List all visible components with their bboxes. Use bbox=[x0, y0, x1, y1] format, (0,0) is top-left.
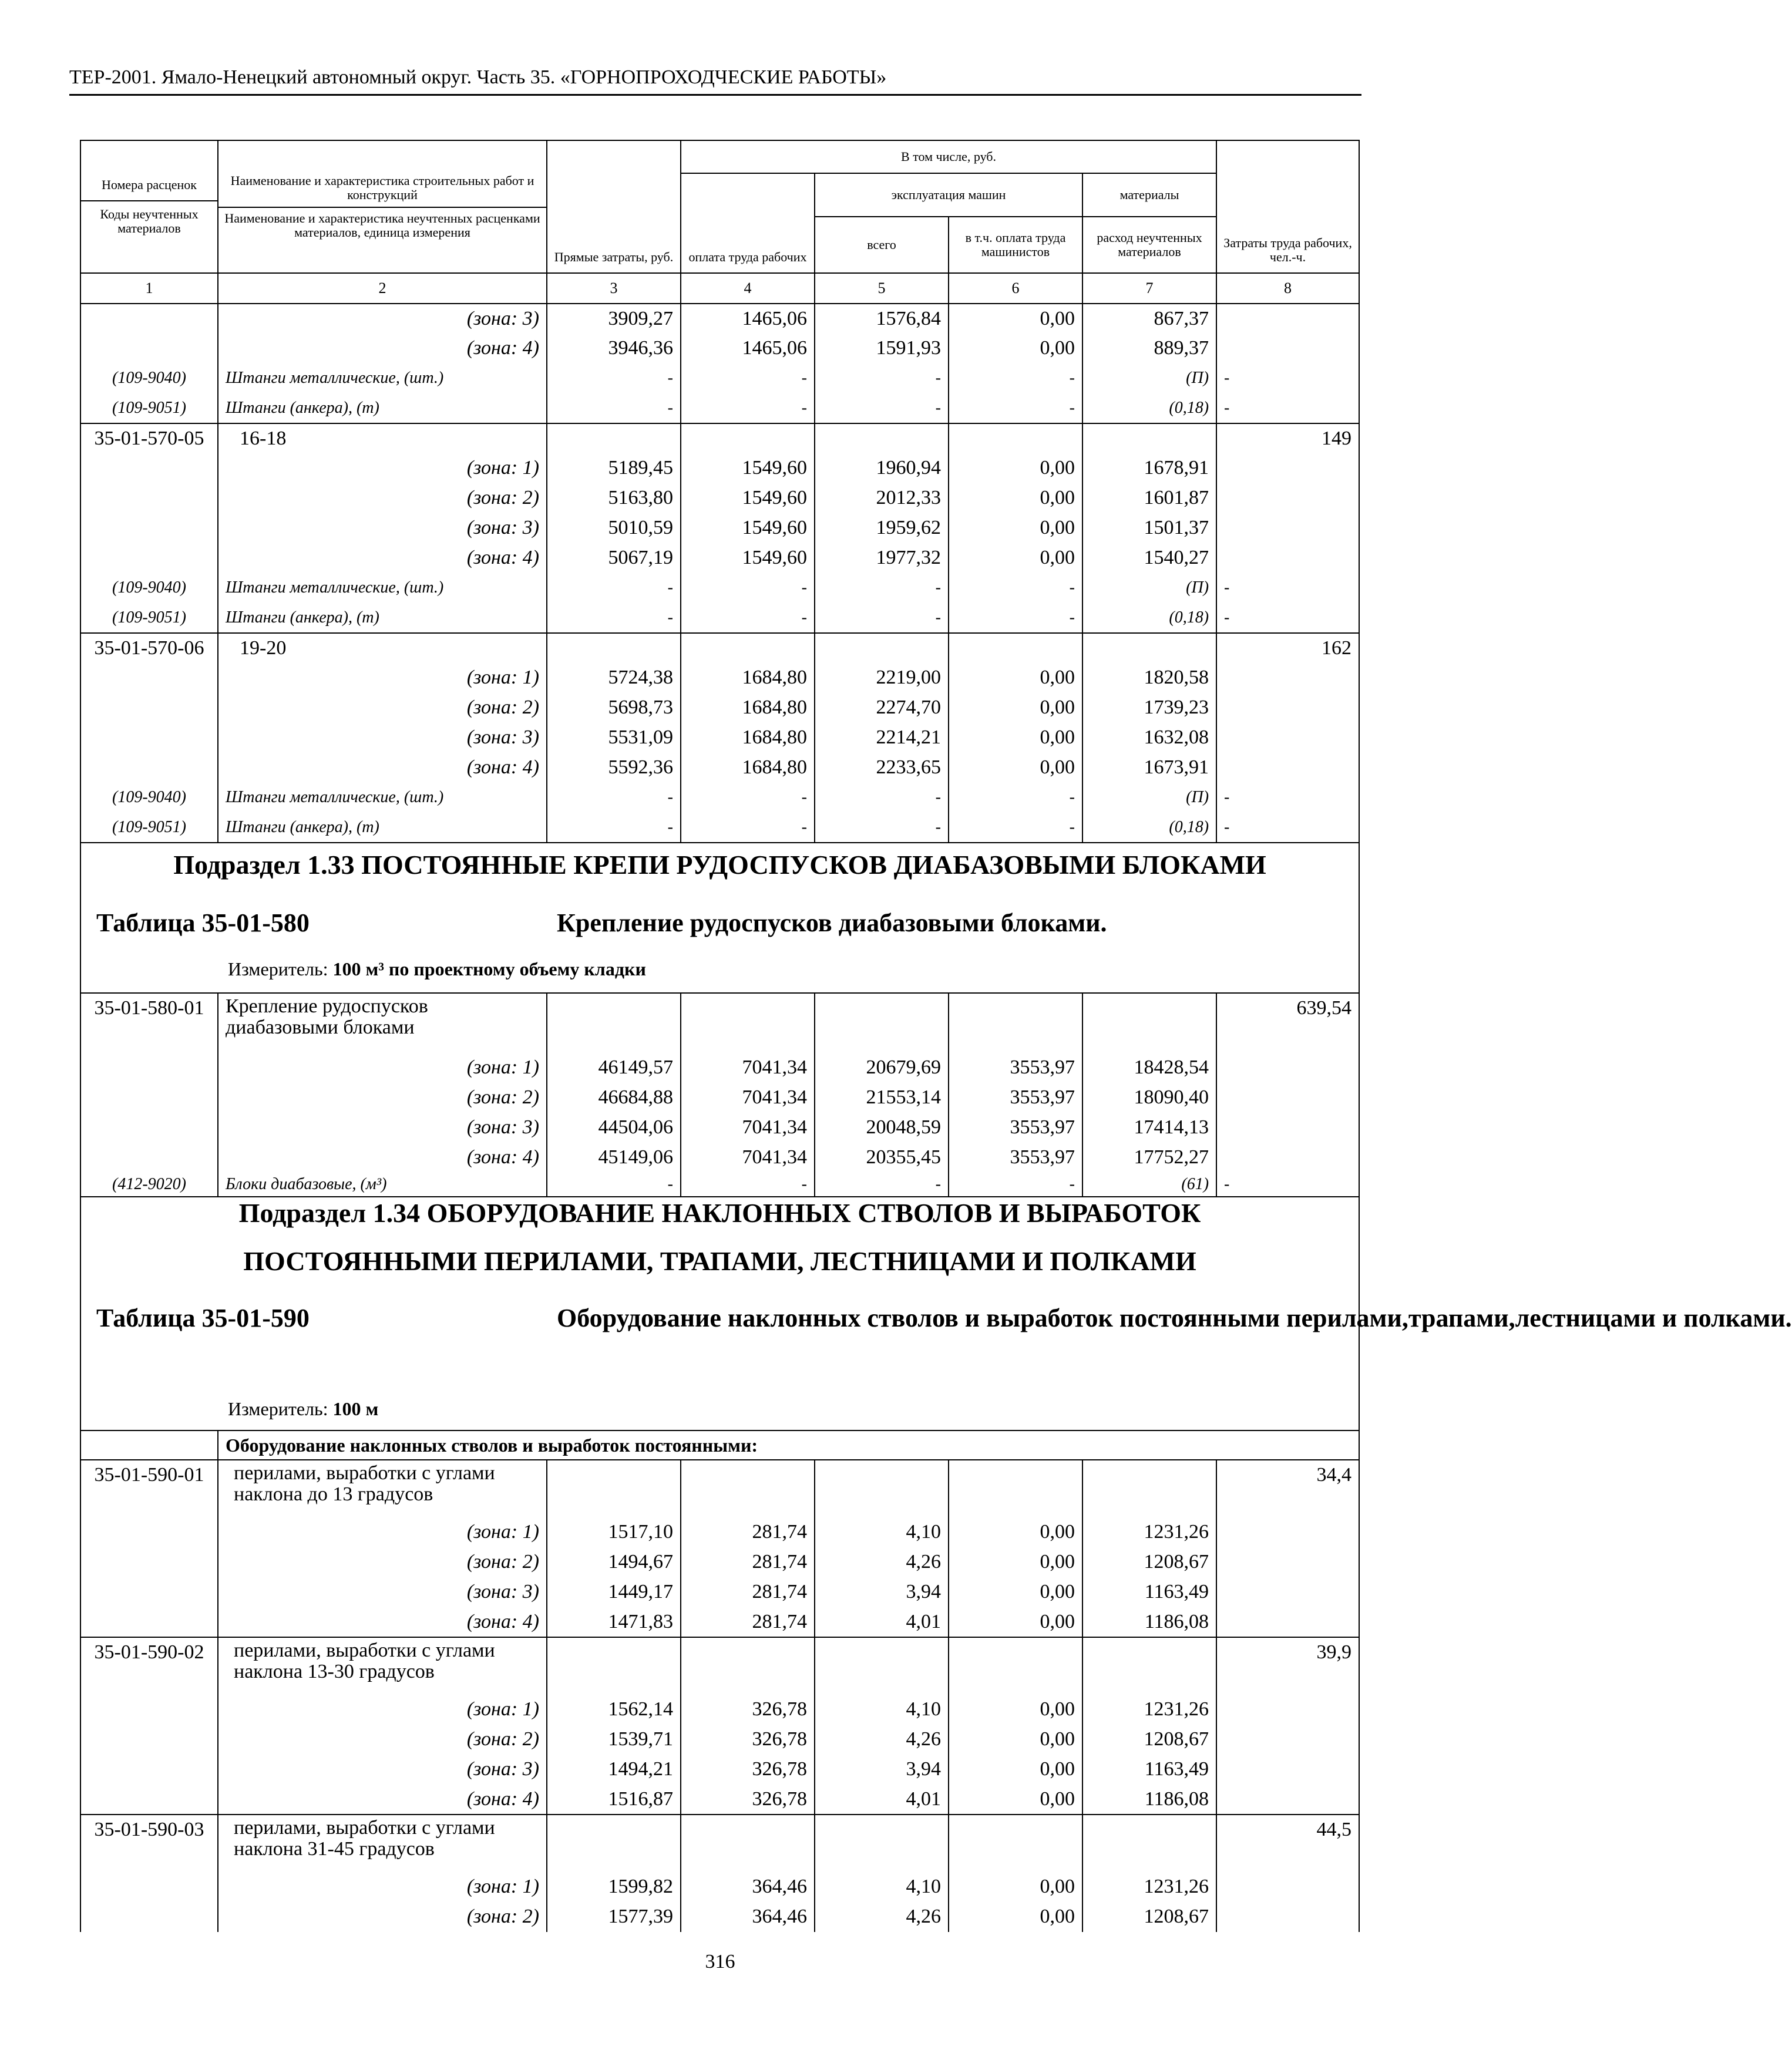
cell: 20355,45 bbox=[815, 1143, 949, 1173]
cell: 1684,80 bbox=[681, 723, 815, 753]
material-name: Штанги металлические, (шт.) bbox=[218, 573, 547, 603]
cell: 1540,27 bbox=[1082, 543, 1216, 573]
cell: 3553,97 bbox=[949, 1143, 1082, 1173]
cell: - bbox=[681, 363, 815, 393]
cell: 1186,08 bbox=[1082, 1607, 1216, 1637]
cell: - bbox=[1216, 603, 1359, 633]
cell: - bbox=[949, 363, 1082, 393]
cell: 1231,26 bbox=[1082, 1872, 1216, 1902]
cell: 1465,06 bbox=[681, 334, 815, 363]
zone-row bbox=[80, 1785, 1359, 1815]
cell: 2012,33 bbox=[815, 483, 949, 513]
cell: 1539,71 bbox=[547, 1725, 681, 1755]
labor-value: 39,9 bbox=[1216, 1637, 1359, 1695]
zone-row bbox=[80, 483, 1359, 513]
zone-row bbox=[80, 693, 1359, 723]
zone-label: (зона: 1) bbox=[218, 1053, 547, 1083]
cell: 20048,59 bbox=[815, 1113, 949, 1143]
cell: - bbox=[547, 603, 681, 633]
cell: 1977,32 bbox=[815, 543, 949, 573]
rates-table bbox=[80, 140, 1792, 1932]
cell: - bbox=[1216, 573, 1359, 603]
col8-header: Затраты труда рабочих, чел.-ч. bbox=[1216, 140, 1359, 273]
zone-label: (зона: 3) bbox=[218, 304, 547, 334]
cell: 4,01 bbox=[815, 1607, 949, 1637]
cell: - bbox=[1216, 393, 1359, 423]
cell: 46684,88 bbox=[547, 1083, 681, 1113]
cell: 0,00 bbox=[949, 304, 1082, 334]
cell: 0,00 bbox=[949, 1607, 1082, 1637]
cell: 1577,39 bbox=[547, 1902, 681, 1932]
cell: 2233,65 bbox=[815, 753, 949, 783]
zone-label: (зона: 3) bbox=[218, 513, 547, 543]
cell: (П) bbox=[1082, 573, 1216, 603]
cell: - bbox=[949, 573, 1082, 603]
material-code: (109-9040) bbox=[80, 363, 218, 393]
rate-row bbox=[80, 633, 1359, 663]
rate-code: 35-01-570-05 bbox=[80, 423, 218, 453]
cell: - bbox=[547, 783, 681, 813]
cell: - bbox=[815, 783, 949, 813]
colnum-5: 5 bbox=[815, 273, 949, 304]
material-row bbox=[80, 603, 1359, 633]
zone-row bbox=[80, 1607, 1359, 1637]
cell: 0,00 bbox=[949, 453, 1082, 483]
zone-label: (зона: 1) bbox=[218, 663, 547, 693]
colnum-7: 7 bbox=[1082, 273, 1216, 304]
section-134-title-line1: Подраздел 1.34 ОБОРУДОВАНИЕ НАКЛОННЫХ СТВОЛОВ И ВЫРАБОТОК bbox=[238, 1198, 1201, 1228]
cell: 1231,26 bbox=[1082, 1517, 1216, 1547]
cell: 7041,34 bbox=[681, 1113, 815, 1143]
cell: 2274,70 bbox=[815, 693, 949, 723]
cell: 21553,14 bbox=[815, 1083, 949, 1113]
zone-label: (зона: 2) bbox=[218, 1725, 547, 1755]
cell: 1673,91 bbox=[1082, 753, 1216, 783]
cell: 17752,27 bbox=[1082, 1143, 1216, 1173]
zone-row bbox=[80, 1143, 1359, 1173]
section-134 bbox=[80, 1197, 1359, 1430]
cell: 0,00 bbox=[949, 334, 1082, 363]
cell: - bbox=[547, 573, 681, 603]
cell: - bbox=[681, 393, 815, 423]
measure-value: 100 м bbox=[332, 1398, 379, 1419]
cell: 281,74 bbox=[681, 1517, 815, 1547]
materials-header: материалы bbox=[1082, 173, 1216, 217]
zone-row bbox=[80, 723, 1359, 753]
cell: 1471,83 bbox=[547, 1607, 681, 1637]
zone-label: (зона: 3) bbox=[218, 1113, 547, 1143]
cell: - bbox=[547, 363, 681, 393]
col7-header: расход неучтенных материалов bbox=[1082, 217, 1216, 273]
cell: 281,74 bbox=[681, 1607, 815, 1637]
zone-label: (зона: 2) bbox=[218, 1547, 547, 1577]
cell: 5592,36 bbox=[547, 753, 681, 783]
zone-label: (зона: 1) bbox=[218, 453, 547, 483]
cell: - bbox=[547, 1173, 681, 1197]
colnum-2: 2 bbox=[218, 273, 547, 304]
colnum-1: 1 bbox=[80, 273, 218, 304]
page-number: 316 bbox=[705, 1951, 735, 1973]
table-580-id: Таблица 35-01-580 bbox=[96, 908, 310, 937]
zone-label: (зона: 4) bbox=[218, 1785, 547, 1815]
cell: 0,00 bbox=[949, 1577, 1082, 1607]
cell: 1601,87 bbox=[1082, 483, 1216, 513]
cell: - bbox=[681, 573, 815, 603]
col1-header: Номера расценок Коды неучтенных материалов bbox=[80, 140, 218, 273]
cell: (61) bbox=[1082, 1173, 1216, 1197]
material-code: (109-9051) bbox=[80, 393, 218, 423]
cell: 1208,67 bbox=[1082, 1547, 1216, 1577]
cell: 1684,80 bbox=[681, 753, 815, 783]
cell: 4,26 bbox=[815, 1902, 949, 1932]
cell: 326,78 bbox=[681, 1755, 815, 1785]
section-133-title: Подраздел 1.33 ПОСТОЯННЫЕ КРЕПИ РУДОСПУСКОВ ДИАБАЗОВЫМИ БЛОКАМИ bbox=[173, 850, 1266, 880]
cell: 4,10 bbox=[815, 1695, 949, 1725]
cell: - bbox=[1216, 813, 1359, 843]
cell: 1549,60 bbox=[681, 543, 815, 573]
zone-label: (зона: 4) bbox=[218, 1607, 547, 1637]
cell: 1186,08 bbox=[1082, 1785, 1216, 1815]
cell: 0,00 bbox=[949, 1547, 1082, 1577]
group-row bbox=[80, 1430, 1359, 1460]
cell: 2219,00 bbox=[815, 663, 949, 693]
colnum-8: 8 bbox=[1216, 273, 1359, 304]
rate-name: перилами, выработки с углами наклона 31-45 градусов bbox=[218, 1815, 547, 1872]
zone-row bbox=[80, 513, 1359, 543]
zone-label: (зона: 2) bbox=[218, 1083, 547, 1113]
cell: 1684,80 bbox=[681, 663, 815, 693]
material-name: Штанги (анкера), (т) bbox=[218, 813, 547, 843]
cell: 1517,10 bbox=[547, 1517, 681, 1547]
cell: - bbox=[815, 1173, 949, 1197]
table-590-measure bbox=[228, 1398, 378, 1420]
material-code: (412-9020) bbox=[80, 1173, 218, 1197]
cell: 1516,87 bbox=[547, 1785, 681, 1815]
rate-code: 35-01-580-01 bbox=[80, 993, 218, 1053]
cell: 1208,67 bbox=[1082, 1902, 1216, 1932]
cell: 0,00 bbox=[949, 1695, 1082, 1725]
labor-value: 162 bbox=[1216, 633, 1359, 663]
cell: 4,01 bbox=[815, 1785, 949, 1815]
cell: 3553,97 bbox=[949, 1113, 1082, 1143]
cell: - bbox=[815, 603, 949, 633]
cell: 1684,80 bbox=[681, 693, 815, 723]
measure-value: 100 м³ по проектному объему кладки bbox=[332, 958, 646, 979]
cell: - bbox=[681, 603, 815, 633]
cell: - bbox=[681, 783, 815, 813]
zone-label: (зона: 3) bbox=[218, 723, 547, 753]
cell: 18090,40 bbox=[1082, 1083, 1216, 1113]
cell: 5010,59 bbox=[547, 513, 681, 543]
cell: 1231,26 bbox=[1082, 1695, 1216, 1725]
material-code: (109-9040) bbox=[80, 573, 218, 603]
cell: - bbox=[1216, 363, 1359, 393]
cell: 4,10 bbox=[815, 1517, 949, 1547]
cell: 2214,21 bbox=[815, 723, 949, 753]
cell: 3553,97 bbox=[949, 1053, 1082, 1083]
cell: 45149,06 bbox=[547, 1143, 681, 1173]
column-numbers bbox=[80, 273, 1359, 304]
cell: 5189,45 bbox=[547, 453, 681, 483]
zone-label: (зона: 4) bbox=[218, 1143, 547, 1173]
cell: - bbox=[949, 393, 1082, 423]
zone-label: (зона: 4) bbox=[218, 543, 547, 573]
cell: 7041,34 bbox=[681, 1143, 815, 1173]
cell: 1449,17 bbox=[547, 1577, 681, 1607]
cell: 0,00 bbox=[949, 1872, 1082, 1902]
cell: - bbox=[815, 813, 949, 843]
rate-name: 19-20 bbox=[218, 633, 547, 663]
zone-row bbox=[80, 1755, 1359, 1785]
zone-label: (зона: 2) bbox=[218, 483, 547, 513]
cell: 1163,49 bbox=[1082, 1755, 1216, 1785]
cell: 281,74 bbox=[681, 1547, 815, 1577]
zone-row bbox=[80, 1053, 1359, 1083]
cell: 4,10 bbox=[815, 1872, 949, 1902]
labor-value: 44,5 bbox=[1216, 1815, 1359, 1872]
rate-name: перилами, выработки с углами наклона 13-30 градусов bbox=[218, 1637, 547, 1695]
colnum-3: 3 bbox=[547, 273, 681, 304]
cell: 1501,37 bbox=[1082, 513, 1216, 543]
zone-label: (зона: 1) bbox=[218, 1872, 547, 1902]
rate-row bbox=[80, 993, 1359, 1053]
cell: 46149,57 bbox=[547, 1053, 681, 1083]
measure-label: Измеритель: bbox=[228, 1398, 328, 1419]
measure-label: Измеритель: bbox=[228, 958, 328, 979]
rate-code: 35-01-590-01 bbox=[80, 1460, 218, 1517]
cell: 0,00 bbox=[949, 513, 1082, 543]
material-code: (109-9040) bbox=[80, 783, 218, 813]
material-name: Штанги металлические, (шт.) bbox=[218, 783, 547, 813]
cell: 0,00 bbox=[949, 1517, 1082, 1547]
cell: 4,26 bbox=[815, 1725, 949, 1755]
cell: - bbox=[547, 813, 681, 843]
col3-header: Прямые затраты, руб. bbox=[547, 140, 681, 273]
cell: 5698,73 bbox=[547, 693, 681, 723]
zone-label: (зона: 3) bbox=[218, 1755, 547, 1785]
cell: - bbox=[1216, 1173, 1359, 1197]
cell: 1739,23 bbox=[1082, 693, 1216, 723]
cell: 889,37 bbox=[1082, 334, 1216, 363]
cell: 44504,06 bbox=[547, 1113, 681, 1143]
material-row bbox=[80, 393, 1359, 423]
material-name: Штанги (анкера), (т) bbox=[218, 603, 547, 633]
section-134-title-line2: ПОСТОЯННЫМИ ПЕРИЛАМИ, ТРАПАМИ, ЛЕСТНИЦАМИ И ПОЛКАМИ bbox=[243, 1246, 1196, 1276]
header-rule bbox=[69, 94, 1361, 96]
cell: 5067,19 bbox=[547, 543, 681, 573]
material-code: (109-9051) bbox=[80, 603, 218, 633]
cell: 326,78 bbox=[681, 1785, 815, 1815]
table-580-caption: Крепление рудоспусков диабазовыми блоками. bbox=[557, 908, 1107, 937]
cell: (0,18) bbox=[1082, 393, 1216, 423]
col5-header: всего bbox=[815, 217, 949, 273]
col2-header: Наименование и характеристика строительных работ и конструкций Наименование и характеристика неучтенных расценками материалов, единица измерения bbox=[218, 140, 547, 273]
zone-row bbox=[80, 304, 1359, 334]
zone-row bbox=[80, 1725, 1359, 1755]
cell: (П) bbox=[1082, 783, 1216, 813]
cell: 5163,80 bbox=[547, 483, 681, 513]
material-name: Штанги металлические, (шт.) bbox=[218, 363, 547, 393]
cell: 3,94 bbox=[815, 1755, 949, 1785]
cell: 1208,67 bbox=[1082, 1725, 1216, 1755]
cell: 1494,21 bbox=[547, 1755, 681, 1785]
cell: 867,37 bbox=[1082, 304, 1216, 334]
machines-header: эксплуатация машин bbox=[815, 173, 1082, 217]
rate-row bbox=[80, 1815, 1359, 1872]
cell: 1494,67 bbox=[547, 1547, 681, 1577]
zone-row bbox=[80, 453, 1359, 483]
cell: 0,00 bbox=[949, 753, 1082, 783]
zone-row bbox=[80, 1902, 1359, 1932]
material-row bbox=[80, 813, 1359, 843]
cell: - bbox=[1216, 783, 1359, 813]
colnum-4: 4 bbox=[681, 273, 815, 304]
cell: 1959,62 bbox=[815, 513, 949, 543]
cell: 1632,08 bbox=[1082, 723, 1216, 753]
material-row bbox=[80, 573, 1359, 603]
cell: 1465,06 bbox=[681, 304, 815, 334]
cell: 0,00 bbox=[949, 723, 1082, 753]
zone-row bbox=[80, 1517, 1359, 1547]
cell: - bbox=[681, 813, 815, 843]
cell: 364,46 bbox=[681, 1902, 815, 1932]
cell: 281,74 bbox=[681, 1577, 815, 1607]
cell: 1549,60 bbox=[681, 483, 815, 513]
section-133 bbox=[80, 843, 1359, 993]
cell: 0,00 bbox=[949, 543, 1082, 573]
material-code: (109-9051) bbox=[80, 813, 218, 843]
cell: 5531,09 bbox=[547, 723, 681, 753]
col6-header: в т.ч. оплата труда машинистов bbox=[949, 217, 1082, 273]
cell: 1549,60 bbox=[681, 513, 815, 543]
zone-label: (зона: 3) bbox=[218, 1577, 547, 1607]
rate-name: перилами, выработки с углами наклона до 13 градусов bbox=[218, 1460, 547, 1517]
cell: 1599,82 bbox=[547, 1872, 681, 1902]
cell: - bbox=[815, 573, 949, 603]
zone-row bbox=[80, 1113, 1359, 1143]
material-name: Штанги (анкера), (т) bbox=[218, 393, 547, 423]
cell: 1678,91 bbox=[1082, 453, 1216, 483]
cell: 1591,93 bbox=[815, 334, 949, 363]
rate-code: 35-01-570-06 bbox=[80, 633, 218, 663]
cell: 326,78 bbox=[681, 1695, 815, 1725]
zone-label: (зона: 2) bbox=[218, 693, 547, 723]
zone-label: (зона: 4) bbox=[218, 334, 547, 363]
cell: 364,46 bbox=[681, 1872, 815, 1902]
colnum-6: 6 bbox=[949, 273, 1082, 304]
cell: - bbox=[949, 813, 1082, 843]
table-590-id: Таблица 35-01-590 bbox=[96, 1304, 310, 1332]
cell: - bbox=[681, 1173, 815, 1197]
rate-row bbox=[80, 1637, 1359, 1695]
zone-row bbox=[80, 334, 1359, 363]
cell: 1549,60 bbox=[681, 453, 815, 483]
material-name: Блоки диабазовые, (м³) bbox=[218, 1173, 547, 1197]
zone-label: (зона: 4) bbox=[218, 753, 547, 783]
cell: 1163,49 bbox=[1082, 1577, 1216, 1607]
cell: (0,18) bbox=[1082, 603, 1216, 633]
zone-row bbox=[80, 663, 1359, 693]
zone-row bbox=[80, 753, 1359, 783]
rate-row bbox=[80, 1460, 1359, 1517]
cell: 17414,13 bbox=[1082, 1113, 1216, 1143]
cell: 326,78 bbox=[681, 1725, 815, 1755]
cell: - bbox=[815, 363, 949, 393]
table-590-caption: Оборудование наклонных стволов и выработок постоянными перилами,трапами,лестницами и полками. bbox=[557, 1304, 1792, 1332]
cell: 7041,34 bbox=[681, 1053, 815, 1083]
labor-value: 34,4 bbox=[1216, 1460, 1359, 1517]
labor-value: 639,54 bbox=[1216, 993, 1359, 1053]
cell: 1820,58 bbox=[1082, 663, 1216, 693]
cell: 18428,54 bbox=[1082, 1053, 1216, 1083]
cell: 3553,97 bbox=[949, 1083, 1082, 1113]
running-header: ТЕР-2001. Ямало-Ненецкий автономный округ. Часть 35. «ГОРНОПРОХОДЧЕСКИЕ РАБОТЫ» bbox=[69, 66, 887, 88]
zone-row bbox=[80, 1547, 1359, 1577]
cell: - bbox=[949, 783, 1082, 813]
rate-code: 35-01-590-02 bbox=[80, 1637, 218, 1695]
cell: 4,26 bbox=[815, 1547, 949, 1577]
cell: 1960,94 bbox=[815, 453, 949, 483]
zone-row bbox=[80, 1872, 1359, 1902]
material-row bbox=[80, 363, 1359, 393]
rate-code: 35-01-590-03 bbox=[80, 1815, 218, 1872]
cell: 5724,38 bbox=[547, 663, 681, 693]
col4-header: оплата труда рабочих bbox=[681, 173, 815, 273]
zone-row bbox=[80, 1695, 1359, 1725]
cell: (П) bbox=[1082, 363, 1216, 393]
zone-label: (зона: 2) bbox=[218, 1902, 547, 1932]
cell: 0,00 bbox=[949, 1785, 1082, 1815]
zone-label: (зона: 1) bbox=[218, 1517, 547, 1547]
cell: - bbox=[547, 393, 681, 423]
cell: 0,00 bbox=[949, 693, 1082, 723]
zone-row bbox=[80, 1577, 1359, 1607]
zone-row bbox=[80, 543, 1359, 573]
cell: (0,18) bbox=[1082, 813, 1216, 843]
material-row bbox=[80, 783, 1359, 813]
rate-name: Крепление рудоспусков диабазовыми блоками bbox=[218, 993, 547, 1053]
cell: 0,00 bbox=[949, 1725, 1082, 1755]
cell: 0,00 bbox=[949, 663, 1082, 693]
cell: 3,94 bbox=[815, 1577, 949, 1607]
cell: 7041,34 bbox=[681, 1083, 815, 1113]
material-row bbox=[80, 1173, 1359, 1197]
including-header: В том числе, руб. bbox=[681, 140, 1216, 173]
zone-row bbox=[80, 1083, 1359, 1113]
cell: 20679,69 bbox=[815, 1053, 949, 1083]
cell: 3909,27 bbox=[547, 304, 681, 334]
cell: 0,00 bbox=[949, 483, 1082, 513]
cell: - bbox=[949, 1173, 1082, 1197]
rate-row bbox=[80, 423, 1359, 453]
cell: 3946,36 bbox=[547, 334, 681, 363]
cell: 0,00 bbox=[949, 1902, 1082, 1932]
cell: 1576,84 bbox=[815, 304, 949, 334]
cell: 0,00 bbox=[949, 1755, 1082, 1785]
cell: - bbox=[949, 603, 1082, 633]
labor-value: 149 bbox=[1216, 423, 1359, 453]
zone-label: (зона: 1) bbox=[218, 1695, 547, 1725]
cell: - bbox=[815, 393, 949, 423]
rate-name: 16-18 bbox=[218, 423, 547, 453]
cell: 1562,14 bbox=[547, 1695, 681, 1725]
table-580-measure bbox=[228, 958, 646, 980]
group-title: Оборудование наклонных стволов и выработок постоянными: bbox=[218, 1430, 1359, 1460]
